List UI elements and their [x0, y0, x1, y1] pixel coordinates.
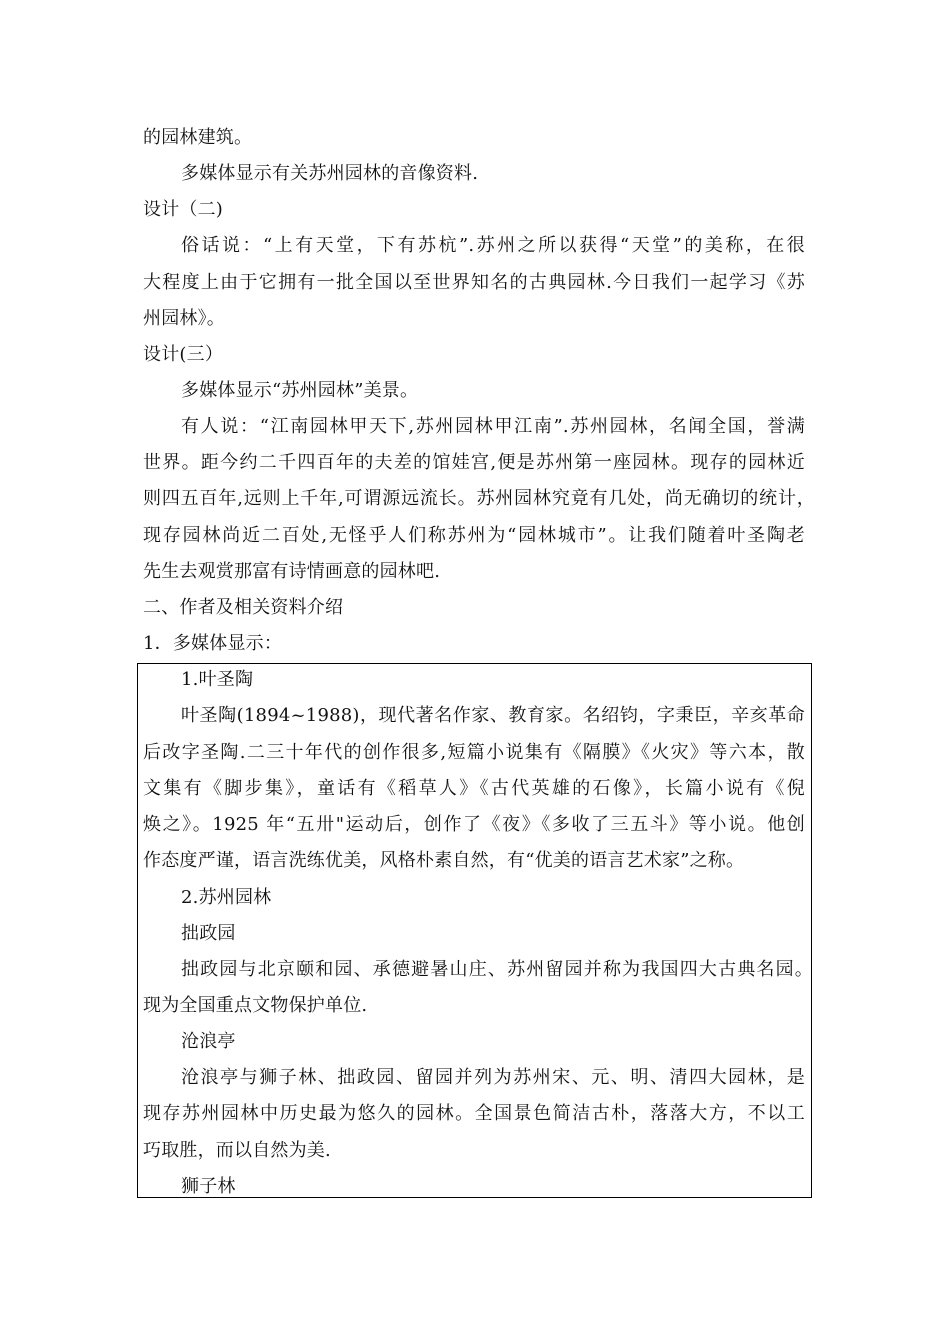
- box-line-13: 现存苏州园林中历史最为悠久的园林。全国景色简洁古朴，落落大方，不以工: [143, 1103, 805, 1124]
- text-line-8: 多媒体显示“苏州园林”美景。: [181, 380, 419, 401]
- text-line-2: 多媒体显示有关苏州园林的音像资料.: [181, 163, 479, 184]
- box-heading-suzhou-gardens: 2.苏州园林: [181, 887, 272, 908]
- box-heading-zhuozheng-garden: 拙政园: [181, 923, 236, 944]
- section-heading-design-2: 设计（二): [143, 199, 224, 220]
- box-line-12: 沧浪亭与狮子林、拙政园、留园并列为苏州宋、元、明、清四大园林，是: [181, 1067, 805, 1088]
- text-line-10: 世界。距今约二千四百年的夫差的馆娃宫,便是苏州第一座园林。现存的园林近: [143, 452, 805, 473]
- box-line-10: 现为全国重点文物保护单位.: [143, 995, 368, 1016]
- box-line-5: 焕之》。1925 年“五卅"运动后，创作了《夜》《多收了三五斗》等小说。他创: [143, 814, 805, 835]
- text-line-6: 州园林》。: [143, 308, 225, 329]
- text-line-13: 先生去观赏那富有诗情画意的园林吧.: [143, 561, 441, 582]
- box-line-9: 拙政园与北京颐和园、承德避暑山庄、苏州留园并称为我国四大古典名园。: [181, 959, 813, 980]
- box-line-2: 叶圣陶(1894~1988)，现代著名作家、教育家。名绍钧，字秉臣，辛亥革命: [181, 705, 805, 726]
- box-heading-canglang-pavilion: 沧浪亭: [181, 1031, 236, 1052]
- text-line-11: 则四五百年,远则上千年,可谓源远流长。苏州园林究竟有几处，尚无确切的统计，: [143, 488, 815, 509]
- box-line-4: 文集有《脚步集》，童话有《稻草人》《古代英雄的石像》，长篇小说有《倪: [143, 778, 805, 799]
- text-line-5: 大程度上由于它拥有一批全国以至世界知名的古典园林.今日我们一起学习《苏: [143, 272, 805, 293]
- text-line-4: 俗话说：“上有天堂，下有苏杭”.苏州之所以获得“天堂”的美称，在很: [181, 235, 805, 256]
- text-line-1: 的园林建筑。: [143, 127, 253, 148]
- text-line-12: 现存园林尚近二百处,无怪乎人们称苏州为“园林城市”。让我们随着叶圣陶老: [143, 525, 805, 546]
- box-line-6: 作态度严谨，语言洗练优美，风格朴素自然，有“优美的语言艺术家”之称。: [143, 850, 745, 871]
- box-line-3: 后改字圣陶.二三十年代的创作很多,短篇小说集有《隔膜》《火灾》等六本，散: [143, 742, 805, 763]
- section-heading-design-3: 设计(三）: [143, 344, 224, 365]
- section-heading-author: 二、作者及相关资料介绍: [143, 597, 344, 618]
- text-line-9: 有人说：“江南园林甲天下,苏州园林甲江南”.苏州园林，名闻全国，誉满: [181, 416, 805, 437]
- box-heading-ye-shengtao: 1.叶圣陶: [181, 669, 254, 690]
- box-heading-lion-grove: 狮子林: [181, 1176, 236, 1197]
- text-line-15: 1．多媒体显示：: [143, 633, 283, 654]
- box-line-14: 巧取胜，而以自然为美.: [143, 1140, 331, 1161]
